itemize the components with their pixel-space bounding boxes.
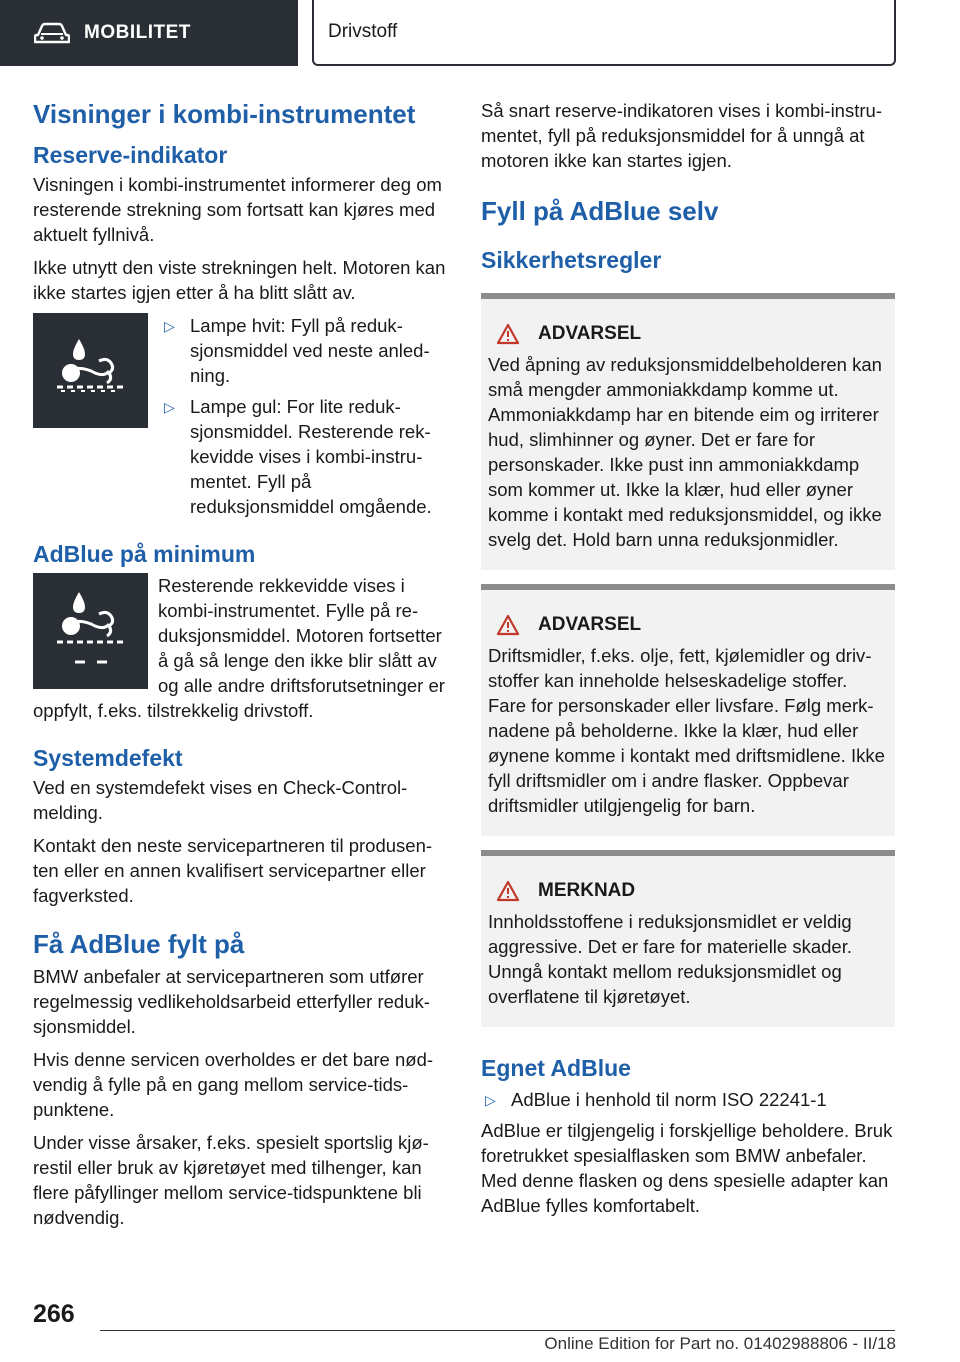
suitable-heading: Egnet AdBlue [481, 1055, 631, 1081]
reserve-paragraph-2: Ikke utnytt den viste strekningen helt. Motoren kan ikke startes igjen etter å ha blitt slått av. [33, 257, 446, 303]
right-column [481, 98, 895, 1226]
warning-triangle-icon [496, 323, 520, 345]
suitable-paragraph: AdBlue er tilgjengelig i forskjellige beholdere. Bruk foretrukket spesialflasken som BMW anbefaler. Med denne flasken og dens spesielle adapter kan AdBlue fylles komfortabelt. [481, 1120, 893, 1216]
warning-triangle-icon [496, 614, 520, 636]
adblue-indicator-icon [33, 313, 148, 428]
triangle-bullet-icon: ▷ [164, 399, 175, 415]
reductant-minimum-icon [51, 586, 131, 676]
defect-paragraph-1: Ved en systemdefekt vises en Check-Control-melding. [33, 777, 408, 823]
filled-paragraph-2: Hvis denne servicen overholdes er det bare nødvendig å fylle på en gang mellom service-tidspunktene. [33, 1049, 434, 1120]
reserve-heading: Reserve-indikator [33, 142, 228, 168]
minimum-paragraph: Resterende rekkevidde vises i kombi-instrumentet. Fylle på reduksjonsmiddel. Motoren fortsetter å gå så lenge den ikke blir slått av og alle andre driftsforutsetninger er oppfylt, f.eks. tilstrekkelig drivstoff. [33, 575, 445, 721]
list-item: ▷ Lampe gul: For lite reduksjonsmiddel. Resterende rekkevidde vises i kombi-instrumentet. Fyll på reduksjonsmiddel omgående. [164, 396, 432, 517]
page-header [0, 0, 960, 66]
notice-title: MERKNAD [488, 878, 887, 903]
adblue-minimum-icon [33, 573, 148, 689]
notice-triangle-icon [496, 880, 520, 902]
warning-text: Ved åpning av reduksjonsmiddelbeholderen kan små mengder ammoniakkdamp komme ut. Ammoniakkdamp har en bitende eim og irriterer hud, slimhinner og øyner. Det er fare for personskader. Ikke pust inn ammoniakkdamp som kommer ut. Ikke la klær, hud eller øyner komme i kontakt med reduksjonsmiddel, og ikke svelg det. Hold barn unna reduksjonmidler. [488, 354, 882, 550]
warning-text: Driftsmidler, f.eks. olje, fett, kjølemidler og drivstoffer kan inneholde helseskadelige stoffer. Fare for personskader eller livsfare. Følg merknadene på beholderne. Ikke la klær, hud eller øynene komme i kontakt med driftsmidlene. Ikke fyll driftsmidler om i andre flasker. Oppbevar driftsmidler utilgjengelig for barn. [488, 645, 885, 816]
list-item: ▷ Lampe hvit: Fyll på reduksjonsmiddel ved neste anledning. [164, 315, 430, 386]
list-item: ▷ AdBlue i henhold til norm ISO 22241-1 [481, 1087, 895, 1112]
warning-title: ADVARSEL [488, 612, 887, 637]
lamp-list [160, 313, 447, 525]
filled-paragraph-3: Under visse årsaker, f.eks. spesielt sportslig kjørestil eller bruk av kjøretøyet med tilhenger, kan flere påfyllinger mellom service-tidspunktene bli nødvendig. [33, 1132, 429, 1228]
safety-heading: Sikkerhetsregler [481, 247, 662, 273]
footer-divider [100, 1330, 895, 1331]
triangle-bullet-icon: ▷ [485, 1092, 496, 1108]
section-tab[interactable] [312, 0, 896, 66]
chapter-tab[interactable] [0, 0, 298, 66]
triangle-bullet-icon: ▷ [164, 318, 175, 334]
notice-text: Innholdsstoffene i reduksjonsmidlet er veldig aggressive. Det er fare for materielle skader. Unngå kontakt mellom reduksjonsmidlet og overflatene til kjøretøyet. [488, 911, 852, 1007]
warning-title: ADVARSEL [488, 321, 887, 346]
car-icon [34, 21, 70, 45]
main-heading: Visninger i kombi-instrumentet [33, 99, 416, 129]
warning-box [481, 584, 895, 836]
suitable-list [481, 1087, 895, 1112]
reserve-paragraph-1: Visningen i kombi-instrumentet informerer deg om resterende strekning som fortsatt kan kjøres med aktuelt fyllnivå. [33, 174, 442, 245]
minimum-block [33, 573, 447, 723]
defect-paragraph-2: Kontakt den neste servicepartneren til produsenten eller en annen kvalifisert servicepartner eller fagverksted. [33, 835, 433, 906]
notice-box [481, 850, 895, 1027]
edition-text: Online Edition for Part no. 01402988806 - II/18 [544, 1334, 896, 1353]
chapter-label: MOBILITET [84, 22, 191, 43]
filled-paragraph-1: BMW anbefaler at servicepartneren som utfører regelmessig vedlikeholdsarbeid etterfyller reduksjonsmiddel. [33, 966, 430, 1037]
filled-heading: Få AdBlue fylt på [33, 929, 245, 959]
defect-heading: Systemdefekt [33, 745, 183, 771]
reserve-block [33, 313, 447, 525]
reductant-icon [51, 331, 131, 411]
left-column [33, 98, 447, 1238]
intro-paragraph: Så snart reserve-indikatoren vises i kombi-instrumentet, fyll på reduksjonsmiddel for å unngå at motoren ikke kan startes igjen. [481, 100, 882, 171]
minimum-heading: AdBlue på minimum [33, 541, 256, 567]
warning-box [481, 293, 895, 570]
self-heading: Fyll på AdBlue selv [481, 196, 719, 226]
section-label: Drivstoff [328, 21, 398, 42]
page-number: 266 [33, 1300, 75, 1328]
